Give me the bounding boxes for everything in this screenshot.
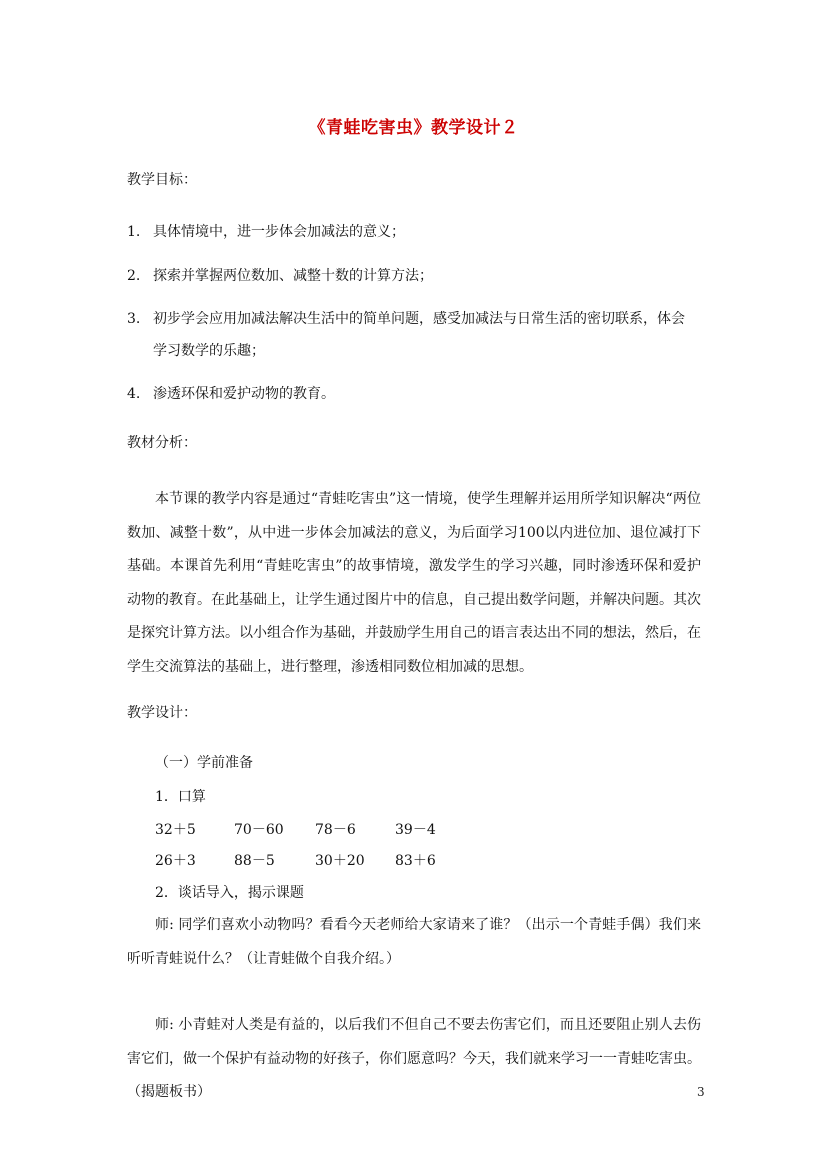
- dialogue-paragraph: 师: 同学们喜欢小动物吗？看看今天老师给大家请来了谁？（出示一个青蛙手偶）我们来听听青蛙说什么？（让青蛙做个自我介绍。）: [127, 917, 701, 967]
- calc-expression: 88－5: [234, 853, 275, 869]
- calc-expression: 30＋20: [315, 853, 365, 869]
- calc-expression: 78－6: [315, 822, 356, 838]
- objective-item-1: [127, 222, 405, 242]
- calc-expression: 39－4: [395, 822, 436, 838]
- objective-number: 1.: [127, 224, 141, 240]
- objective-text: 具体情境中，进一步体会加减法的意义；: [153, 224, 405, 240]
- objective-text: 渗透环保和爱护动物的教育。: [153, 386, 335, 402]
- analysis-paragraph: 本节课的教学内容是通过“青蛙吃害虫”这一情境，使学生理解并运用所学知识解决“两位数加、减整十数”，从中进一步体会加减法的意义，为后面学习100以内进位加、退位减打下基础。本课首先利用“青蛙吃害虫”的故事情境，激发学生的学习兴趣，同时渗透环保和爱护动物的教育。在此基础上，让学生通过图片中的信息，自己提出数学问题，并解决问题。其次是探究计算方法。以小组合作为基础，并鼓励学生用自己的语言表达出不同的想法，然后，在学生交流算法的基础上，进行整理，渗透相同数位相加减的思想。: [127, 491, 701, 675]
- dialogue-paragraph: 师: 小青蛙对人类是有益的，以后我们不但自己不要去伤害它们，而且还要阻止别人去伤害它们，做一个保护有益动物的好孩子，你们愿意吗？今天，我们就来学习一一青蛙吃害虫。（揭题板书）: [127, 1017, 701, 1100]
- page-number: 3: [697, 1085, 705, 1099]
- objectives-heading: 教学目标：: [127, 172, 197, 188]
- item-introduction: 2．谈话导入，揭示课题: [155, 885, 304, 901]
- objective-number: 3.: [127, 311, 141, 327]
- objective-number: 4.: [127, 386, 141, 402]
- analysis-heading: 教材分析：: [127, 435, 197, 451]
- objective-item-3-continued: 学习数学的乐趣；: [153, 343, 265, 359]
- objective-item-4: [127, 384, 335, 404]
- objective-item-3: [127, 309, 685, 329]
- section-heading: （一）学前准备: [155, 755, 253, 771]
- design-heading: 教学设计：: [127, 705, 197, 721]
- calc-expression: 32＋5: [155, 822, 196, 838]
- calc-expression: 26＋3: [155, 853, 196, 869]
- calc-expression: 70－60: [234, 822, 284, 838]
- item-oral-calculation: 1．口算: [155, 789, 206, 805]
- calc-expression: 83＋6: [395, 853, 436, 869]
- objective-item-2: [127, 266, 433, 286]
- objective-text: 探索并掌握两位数加、减整十数的计算方法；: [153, 268, 433, 284]
- objective-text: 初步学会应用加减法解决生活中的简单问题，感受加减法与日常生活的密切联系，体会: [153, 311, 685, 327]
- objective-number: 2.: [127, 268, 141, 284]
- document-title: 《青蛙吃害虫》教学设计２: [308, 118, 519, 138]
